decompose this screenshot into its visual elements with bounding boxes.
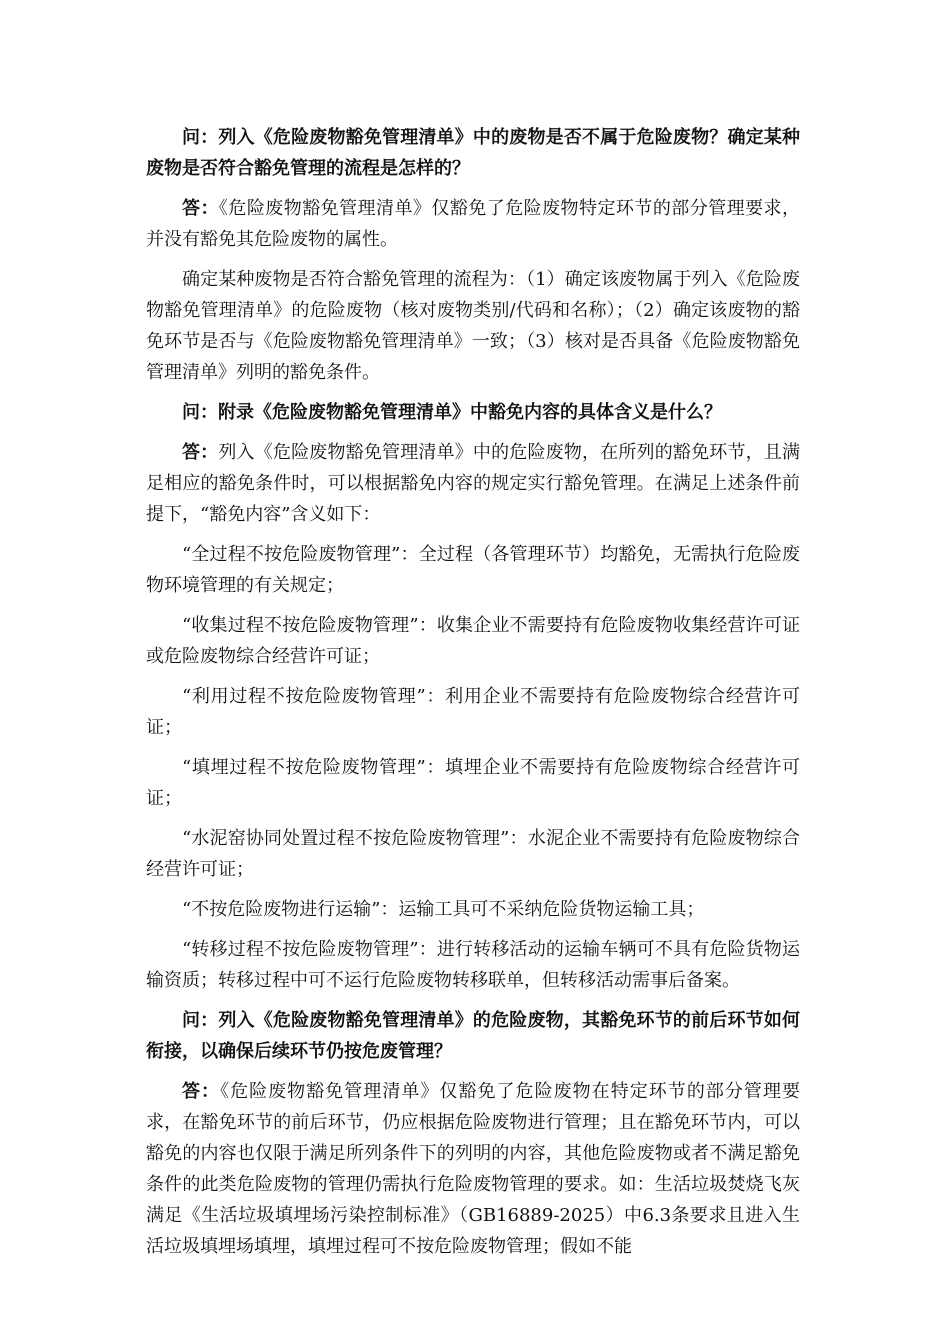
question-label: 问： [182, 402, 218, 423]
definition-paragraph: “填埋过程不按危险废物管理”：填埋企业不需要持有危险废物综合经营许可证； [146, 757, 800, 809]
body-paragraph: 确定某种废物是否符合豁免管理的流程为：（1）确定该废物属于列入《危险废物豁免管理清单》的危险废物（核对废物类别/代码和名称）；（2）确定该废物的豁免环节是否与《危险废物豁免管理清单》一致；（3）核对是否具备《危险废物豁免管理清单》列明的豁免条件。 [146, 269, 800, 383]
document-page [146, 122, 800, 1262]
definition-paragraph: “收集过程不按危险废物管理”：收集企业不需要持有危险废物收集经营许可证或危险废物综合经营许可证； [146, 615, 800, 667]
definition-paragraph: “全过程不按危险废物管理”：全过程（各管理环节）均豁免，无需执行危险废物环境管理的有关规定； [146, 544, 800, 596]
answer-label: 答： [182, 442, 219, 463]
definition-paragraph: “不按危险废物进行运输”：运输工具可不采纳危险货物运输工具； [182, 899, 705, 920]
answer-paragraph [146, 437, 800, 530]
answer-label: 答： [182, 198, 219, 219]
question-text: 列入《危险废物豁免管理清单》中的废物是否不属于危险废物？确定某种废物是否符合豁免管理的流程是怎样的？ [146, 127, 801, 179]
answer-text: 列入《危险废物豁免管理清单》中的危险废物，在所列的豁免环节，且满足相应的豁免条件时，可以根据豁免内容的规定实行豁免管理。在满足上述条件前提下，“豁免内容”含义如下： [146, 442, 801, 525]
definition-paragraph: “利用过程不按危险废物管理”：利用企业不需要持有危险废物综合经营许可证； [146, 686, 800, 738]
question-paragraph [146, 1005, 800, 1067]
answer-paragraph [146, 193, 800, 255]
question-text: 附录《危险废物豁免管理清单》中豁免内容的具体含义是什么？ [218, 402, 722, 423]
answer-label: 答： [182, 1081, 221, 1102]
definition-paragraph: “水泥窑协同处置过程不按危险废物管理”：水泥企业不需要持有危险废物综合经营许可证； [146, 828, 800, 880]
answer-paragraph [146, 1076, 800, 1262]
question-text: 列入《危险废物豁免管理清单》的危险废物，其豁免环节的前后环节如何衔接，以确保后续环节仍按危废管理？ [146, 1010, 801, 1062]
question-label: 问： [182, 127, 219, 148]
question-paragraph [146, 397, 800, 428]
answer-text: 《危险废物豁免管理清单》仅豁免了危险废物特定环节的部分管理要求，并没有豁免其危险废物的属性。 [146, 198, 801, 250]
question-label: 问： [182, 1010, 219, 1031]
question-paragraph [146, 122, 800, 184]
definition-paragraph: “转移过程不按危险废物管理”：进行转移活动的运输车辆可不具有危险货物运输资质；转移过程中可不运行危险废物转移联单，但转移活动需事后备案。 [146, 939, 800, 991]
answer-text: 《危险废物豁免管理清单》仅豁免了危险废物在特定环节的部分管理要求，在豁免环节的前后环节，仍应根据危险废物进行管理；且在豁免环节内，可以豁免的内容也仅限于满足所列条件下的列明的内容，其他危险废物或者不满足豁免条件的此类危险废物的管理仍需执行危险废物管理的要求。如：生活垃圾焚烧飞灰满足《生活垃圾填埋场污染控制标准》（GB16889-2025）中6.3条要求且进入生活垃圾填埋场填埋，填埋过程可不按危险废物管理；假如不能 [146, 1081, 800, 1257]
